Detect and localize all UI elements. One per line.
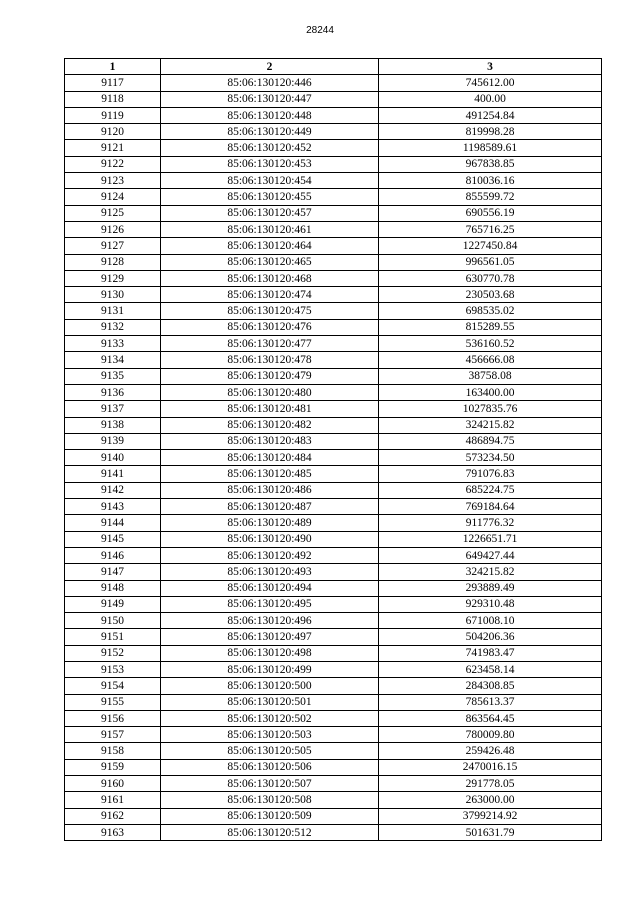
table-row [65,694,602,710]
cadastral-number-cell: 85:06:130120:499 [161,661,379,677]
row-number-cell: 9143 [65,499,161,515]
table-row [65,238,602,254]
row-number-cell: 9151 [65,629,161,645]
cadastral-number-cell: 85:06:130120:484 [161,450,379,466]
row-number-cell: 9161 [65,792,161,808]
value-cell: 649427.44 [379,547,602,563]
value-cell: 324215.82 [379,417,602,433]
value-cell: 163400.00 [379,384,602,400]
cadastral-number-cell: 85:06:130120:474 [161,287,379,303]
row-number-cell: 9140 [65,450,161,466]
cadastral-number-cell: 85:06:130120:497 [161,629,379,645]
value-cell: 573234.50 [379,450,602,466]
table-row [65,580,602,596]
row-number-cell: 9144 [65,515,161,531]
cadastral-number-cell: 85:06:130120:446 [161,75,379,91]
cadastral-number-cell: 85:06:130120:477 [161,336,379,352]
value-cell: 491254.84 [379,107,602,123]
value-cell: 456666.08 [379,352,602,368]
table-row [65,482,602,498]
table-row [65,75,602,91]
cadastral-number-cell: 85:06:130120:498 [161,645,379,661]
table-row [65,270,602,286]
cadastral-number-cell: 85:06:130120:461 [161,221,379,237]
cadastral-number-cell: 85:06:130120:480 [161,384,379,400]
table-row [65,189,602,205]
cadastral-number-cell: 85:06:130120:500 [161,678,379,694]
value-cell: 765716.25 [379,221,602,237]
value-cell: 1198589.61 [379,140,602,156]
value-cell: 501631.79 [379,824,602,840]
table-row [65,792,602,808]
value-cell: 536160.52 [379,336,602,352]
value-cell: 504206.36 [379,629,602,645]
table-row [65,743,602,759]
cadastral-number-cell: 85:06:130120:489 [161,515,379,531]
value-cell: 1027835.76 [379,401,602,417]
table-row [65,515,602,531]
cadastral-number-cell: 85:06:130120:464 [161,238,379,254]
cadastral-number-cell: 85:06:130120:448 [161,107,379,123]
cadastral-number-cell: 85:06:130120:452 [161,140,379,156]
value-cell: 810036.16 [379,173,602,189]
table-row [65,710,602,726]
column-header-2: 2 [161,59,379,75]
row-number-cell: 9148 [65,580,161,596]
row-number-cell: 9150 [65,613,161,629]
value-cell: 996561.05 [379,254,602,270]
table-body [65,75,602,841]
row-number-cell: 9121 [65,140,161,156]
value-cell: 819998.28 [379,124,602,140]
cadastral-number-cell: 85:06:130120:481 [161,401,379,417]
cadastral-table [64,58,602,841]
value-cell: 291778.05 [379,776,602,792]
value-cell: 293889.49 [379,580,602,596]
table-header [65,59,602,75]
value-cell: 486894.75 [379,433,602,449]
table-row [65,645,602,661]
row-number-cell: 9156 [65,710,161,726]
row-number-cell: 9129 [65,270,161,286]
row-number-cell: 9132 [65,319,161,335]
row-number-cell: 9152 [65,645,161,661]
table-row [65,417,602,433]
value-cell: 3799214.92 [379,808,602,824]
row-number-cell: 9133 [65,336,161,352]
cadastral-number-cell: 85:06:130120:479 [161,368,379,384]
cadastral-number-cell: 85:06:130120:457 [161,205,379,221]
cadastral-number-cell: 85:06:130120:475 [161,303,379,319]
cadastral-number-cell: 85:06:130120:487 [161,499,379,515]
row-number-cell: 9149 [65,596,161,612]
row-number-cell: 9119 [65,107,161,123]
value-cell: 230503.68 [379,287,602,303]
cadastral-number-cell: 85:06:130120:492 [161,547,379,563]
value-cell: 863564.45 [379,710,602,726]
table-row [65,547,602,563]
row-number-cell: 9137 [65,401,161,417]
value-cell: 38758.08 [379,368,602,384]
table-row [65,107,602,123]
row-number-cell: 9147 [65,564,161,580]
cadastral-number-cell: 85:06:130120:447 [161,91,379,107]
cadastral-number-cell: 85:06:130120:493 [161,564,379,580]
table-row [65,759,602,775]
cadastral-number-cell: 85:06:130120:508 [161,792,379,808]
value-cell: 2470016.15 [379,759,602,775]
row-number-cell: 9154 [65,678,161,694]
value-cell: 324215.82 [379,564,602,580]
header-row [65,59,602,75]
row-number-cell: 9146 [65,547,161,563]
table-row [65,287,602,303]
table-row [65,596,602,612]
cadastral-number-cell: 85:06:130120:506 [161,759,379,775]
cadastral-number-cell: 85:06:130120:495 [161,596,379,612]
page-number: 28244 [306,25,334,36]
row-number-cell: 9159 [65,759,161,775]
row-number-cell: 9136 [65,384,161,400]
table-row [65,499,602,515]
cadastral-number-cell: 85:06:130120:478 [161,352,379,368]
value-cell: 785613.37 [379,694,602,710]
value-cell: 911776.32 [379,515,602,531]
table-row [65,156,602,172]
cadastral-number-cell: 85:06:130120:468 [161,270,379,286]
table-row [65,173,602,189]
value-cell: 685224.75 [379,482,602,498]
cadastral-number-cell: 85:06:130120:496 [161,613,379,629]
row-number-cell: 9127 [65,238,161,254]
row-number-cell: 9124 [65,189,161,205]
table-row [65,629,602,645]
value-cell: 855599.72 [379,189,602,205]
table-row [65,336,602,352]
row-number-cell: 9120 [65,124,161,140]
row-number-cell: 9126 [65,221,161,237]
table-row [65,303,602,319]
value-cell: 780009.80 [379,727,602,743]
cadastral-number-cell: 85:06:130120:482 [161,417,379,433]
row-number-cell: 9163 [65,824,161,840]
table-row [65,319,602,335]
cadastral-number-cell: 85:06:130120:476 [161,319,379,335]
table-row [65,384,602,400]
table-row [65,140,602,156]
cadastral-number-cell: 85:06:130120:449 [161,124,379,140]
value-cell: 741983.47 [379,645,602,661]
cadastral-number-cell: 85:06:130120:490 [161,531,379,547]
row-number-cell: 9125 [65,205,161,221]
cadastral-number-cell: 85:06:130120:501 [161,694,379,710]
row-number-cell: 9139 [65,433,161,449]
value-cell: 263000.00 [379,792,602,808]
row-number-cell: 9134 [65,352,161,368]
value-cell: 769184.64 [379,499,602,515]
row-number-cell: 9138 [65,417,161,433]
table-row [65,368,602,384]
cadastral-number-cell: 85:06:130120:455 [161,189,379,205]
table-row [65,678,602,694]
cadastral-number-cell: 85:06:130120:486 [161,482,379,498]
table-row [65,531,602,547]
table-row [65,401,602,417]
value-cell: 967838.85 [379,156,602,172]
cadastral-number-cell: 85:06:130120:507 [161,776,379,792]
column-header-3: 3 [379,59,602,75]
table-row [65,450,602,466]
value-cell: 929310.48 [379,596,602,612]
cadastral-number-cell: 85:06:130120:503 [161,727,379,743]
table-row [65,352,602,368]
row-number-cell: 9128 [65,254,161,270]
table-row [65,727,602,743]
row-number-cell: 9131 [65,303,161,319]
value-cell: 400.00 [379,91,602,107]
value-cell: 284308.85 [379,678,602,694]
cadastral-number-cell: 85:06:130120:509 [161,808,379,824]
row-number-cell: 9141 [65,466,161,482]
table-row [65,808,602,824]
row-number-cell: 9135 [65,368,161,384]
row-number-cell: 9123 [65,173,161,189]
value-cell: 745612.00 [379,75,602,91]
row-number-cell: 9118 [65,91,161,107]
cadastral-number-cell: 85:06:130120:502 [161,710,379,726]
row-number-cell: 9117 [65,75,161,91]
cadastral-number-cell: 85:06:130120:453 [161,156,379,172]
value-cell: 690556.19 [379,205,602,221]
row-number-cell: 9155 [65,694,161,710]
column-header-1: 1 [65,59,161,75]
table-row [65,824,602,840]
value-cell: 623458.14 [379,661,602,677]
cadastral-number-cell: 85:06:130120:505 [161,743,379,759]
table-row [65,564,602,580]
table-row [65,661,602,677]
table-row [65,433,602,449]
table-row [65,254,602,270]
table-row [65,466,602,482]
value-cell: 698535.02 [379,303,602,319]
row-number-cell: 9158 [65,743,161,759]
row-number-cell: 9153 [65,661,161,677]
value-cell: 630770.78 [379,270,602,286]
table-row [65,776,602,792]
cadastral-number-cell: 85:06:130120:454 [161,173,379,189]
row-number-cell: 9157 [65,727,161,743]
cadastral-number-cell: 85:06:130120:465 [161,254,379,270]
value-cell: 791076.83 [379,466,602,482]
table-row [65,124,602,140]
cadastral-number-cell: 85:06:130120:512 [161,824,379,840]
value-cell: 1227450.84 [379,238,602,254]
cadastral-number-cell: 85:06:130120:485 [161,466,379,482]
table-row [65,91,602,107]
row-number-cell: 9130 [65,287,161,303]
cadastral-number-cell: 85:06:130120:494 [161,580,379,596]
row-number-cell: 9162 [65,808,161,824]
row-number-cell: 9142 [65,482,161,498]
table-row [65,205,602,221]
value-cell: 259426.48 [379,743,602,759]
value-cell: 671008.10 [379,613,602,629]
row-number-cell: 9160 [65,776,161,792]
value-cell: 1226651.71 [379,531,602,547]
row-number-cell: 9122 [65,156,161,172]
cadastral-number-cell: 85:06:130120:483 [161,433,379,449]
row-number-cell: 9145 [65,531,161,547]
value-cell: 815289.55 [379,319,602,335]
table-row [65,221,602,237]
table-row [65,613,602,629]
